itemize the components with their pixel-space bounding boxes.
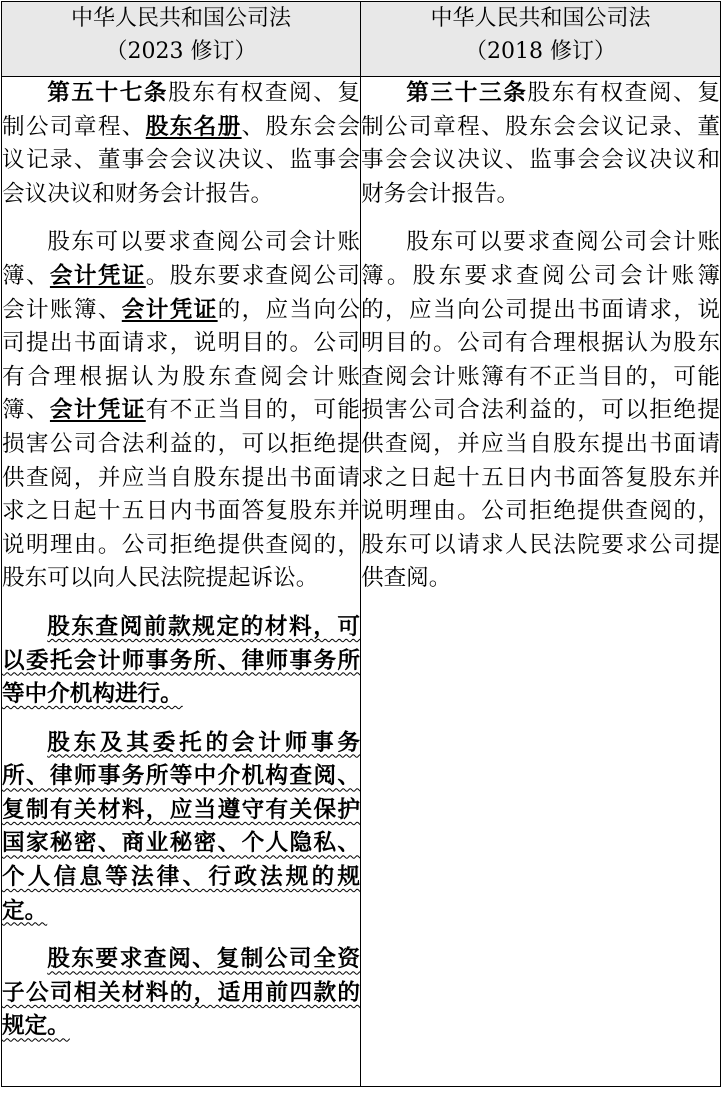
text-span: 股东可以要求查阅公司会计账簿、 (2, 229, 360, 289)
text-span: 、股东会会议记录、董事会会议决议、监事会会议决议和财务会计报告。 (2, 113, 361, 207)
text-span: 。股东要求查阅公司会计账簿、 (2, 262, 361, 323)
header-2018 (361, 2, 721, 77)
text-span: 有不正当目的，可能损害公司合法利益的，可以拒绝提供查阅，并应当自股东提出书面请求之日起十五日内书面答复股东并说明理由。公司拒绝提供查阅的，股东可以向人民法院提起诉讼。 (2, 397, 361, 592)
article-33-paragraph-2: 股东可以要求查阅公司会计账簿。股东要求查阅公司会计账簿的，应当向公司提出书面请求，说明目的。公司有合理根据认为股东查阅会计账簿有不正当目的，可能损害公司合法利益的，可以拒绝提供查阅，并应当自股东提出书面请求之日起十五日内书面答复股东并说明理由。公司拒绝提供查阅的，股东可以请求人民法院要求公司提供查阅。 (361, 229, 720, 592)
amended-text: 会计凭证 (121, 296, 218, 323)
column-2018 (361, 77, 721, 1087)
law-comparison-table (1, 1, 721, 1087)
article-57-paragraph-3 (2, 611, 360, 712)
header-2018-title: 中华人民共和国公司法 (430, 6, 651, 31)
amended-text: 会计凭证 (49, 262, 146, 289)
article-57-number: 第五十七条 (47, 80, 169, 106)
new-text: 股东要求查阅、复制公司全资子公司相关材料的，适用前四款的规定。 (2, 946, 360, 1040)
article-33-paragraph-1 (361, 77, 720, 211)
text-span: 股东有权查阅、复制公司章程、 (2, 80, 361, 140)
amended-text: 股东名册 (145, 113, 242, 140)
header-2023-title: 中华人民共和国公司法 (70, 6, 291, 31)
header-2023 (2, 2, 361, 77)
article-57-paragraph-2 (2, 226, 360, 596)
header-2023-version: （2023 修订） (105, 39, 257, 64)
article-57-paragraph-1 (2, 77, 360, 211)
amended-text: 会计凭证 (49, 397, 146, 424)
article-57-paragraph-4 (2, 727, 360, 929)
column-2023 (2, 77, 361, 1087)
text-span: 的，应当向公司提出书面请求，说明目的。公司有合理根据认为股东查阅会计账簿、 (2, 296, 361, 424)
text-span: 股东有权查阅、复制公司章程、股东会会议记录、董事会会议决议、监事会会议决议和财务会计报告。 (361, 80, 721, 207)
new-text: 股东及其委托的会计师事务所、律师事务所等中介机构查阅、复制有关材料，应当遵守有关保护国家秘密、商业秘密、个人隐私、个人信息等法律、行政法规的规定。 (2, 729, 360, 924)
content-row (2, 77, 721, 1087)
header-row (2, 2, 721, 77)
article-33-number: 第三十三条 (406, 80, 528, 106)
header-2018-version: （2018 修订） (465, 39, 616, 64)
new-text: 股东查阅前款规定的材料，可以委托会计师事务所、律师事务所等中介机构进行。 (2, 613, 360, 708)
article-57-paragraph-5 (2, 943, 360, 1044)
